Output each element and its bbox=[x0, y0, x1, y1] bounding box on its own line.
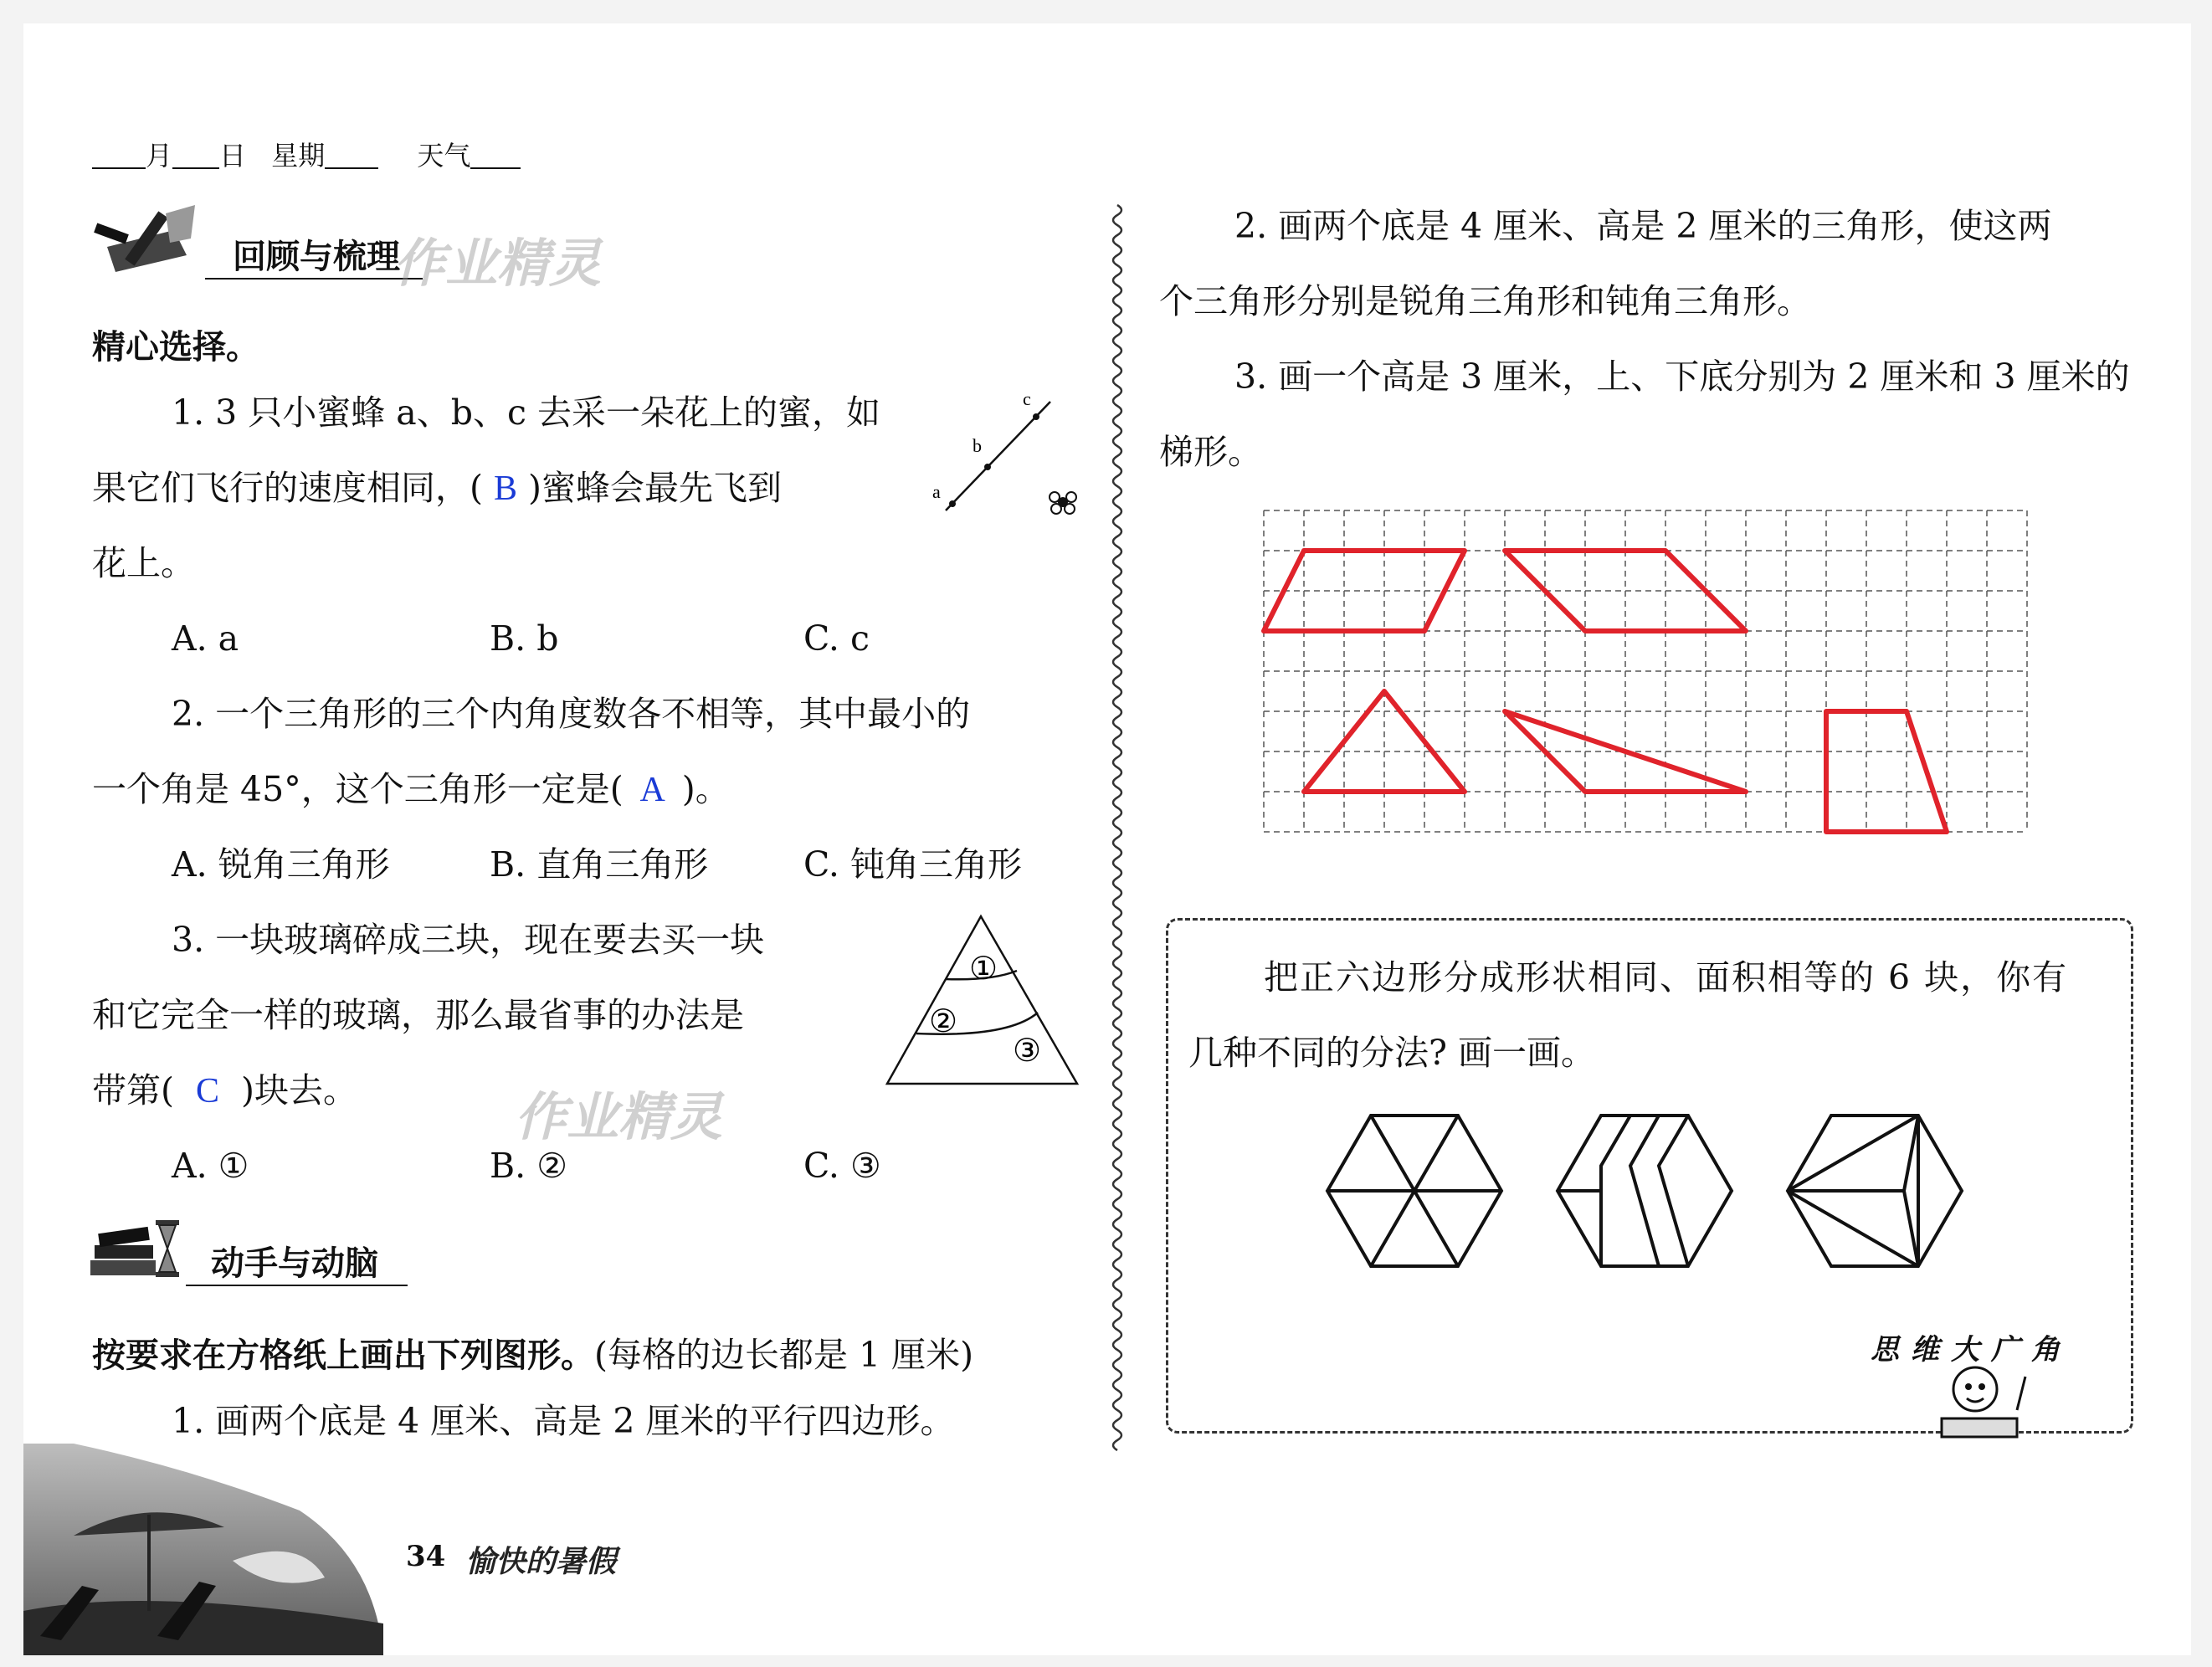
box-line1: 把正六边形分成形状相同、面积相等的 6 块，你有 bbox=[1264, 957, 2069, 998]
q2-line2-before: 一个角是 45°，这个三角形一定是( bbox=[92, 769, 624, 809]
bee-path-figure bbox=[929, 388, 1088, 527]
bee-label-c: c bbox=[1023, 388, 1031, 409]
q3-option-a: A. ① bbox=[172, 1146, 249, 1186]
q1-line1: 1. 3 只小蜜蜂 a、b、c 去采一朵花上的蜜，如 bbox=[172, 392, 880, 433]
glass-piece-1: ① bbox=[969, 950, 998, 987]
broken-glass-figure bbox=[883, 912, 1084, 1088]
corner-label: 思维大广角 bbox=[1871, 1333, 2071, 1367]
q3-line3-before: 带第( bbox=[92, 1070, 174, 1110]
q1-line2-before: 果它们飞行的速度相同，( bbox=[92, 468, 483, 508]
q3-answer: C bbox=[195, 1072, 219, 1110]
q3-option-b: B. ② bbox=[490, 1146, 567, 1186]
date-line bbox=[92, 140, 521, 172]
q3-line3-after: )块去。 bbox=[241, 1070, 357, 1110]
page-divider bbox=[1105, 205, 1130, 1444]
q1-line2 bbox=[92, 468, 782, 508]
grid-lines bbox=[1264, 510, 2027, 832]
weekday-label: 星期 bbox=[271, 140, 326, 172]
q2-line1: 2. 一个三角形的三个内角度数各不相等，其中最小的 bbox=[172, 694, 971, 734]
section2-instruction: 按要求在方格纸上画出下列图形。 bbox=[92, 1336, 594, 1375]
section-title-underline-2 bbox=[186, 1285, 408, 1286]
task2-line2: 个三角形分别是锐角三角形和钝角三角形。 bbox=[1159, 281, 1811, 321]
bee-label-a: a bbox=[932, 481, 941, 502]
q1-option-a: A. a bbox=[172, 618, 239, 659]
task1-text: 1. 画两个底是 4 厘米、高是 2 厘米的平行四边形。 bbox=[172, 1401, 955, 1441]
q2-line2 bbox=[92, 769, 730, 809]
task3-line1: 3. 画一个高是 3 厘米，上、下底分别为 2 厘米和 3 厘米的 bbox=[1234, 356, 2130, 397]
hexagon-method-2 bbox=[1558, 1116, 1732, 1266]
watermark-middle: 作业精灵 bbox=[515, 1086, 723, 1147]
q2-answer: A bbox=[639, 771, 665, 809]
hexagon-figures bbox=[1327, 1109, 1979, 1276]
book-title: 愉快的暑假 bbox=[465, 1545, 617, 1579]
q1-line3: 花上。 bbox=[92, 543, 195, 583]
beach-illustration bbox=[23, 1444, 383, 1655]
books-hourglass-icon bbox=[90, 1212, 182, 1287]
q1-line2-after: )蜜蜂会最先飞到 bbox=[528, 468, 782, 508]
q3-option-c: C. ③ bbox=[803, 1146, 881, 1186]
hexagon-method-3 bbox=[1788, 1116, 1962, 1266]
glass-piece-3: ③ bbox=[1013, 1032, 1042, 1069]
bee-label-b: b bbox=[973, 435, 982, 456]
section-title-underline bbox=[205, 278, 423, 280]
task2-line1: 2. 画两个底是 4 厘米、高是 2 厘米的三角形，使这两 bbox=[1234, 206, 2052, 246]
q1-answer: B bbox=[493, 469, 517, 508]
day-label: 日 bbox=[219, 140, 247, 172]
section-title-handson: 动手与动脑 bbox=[211, 1244, 378, 1283]
page-number: 34 bbox=[406, 1540, 446, 1573]
weather-label: 天气 bbox=[417, 140, 471, 172]
q2-option-a: A. 锐角三角形 bbox=[172, 844, 390, 885]
trapezoid bbox=[1826, 711, 1947, 832]
hexagon-method-1 bbox=[1327, 1116, 1501, 1266]
box-line2: 几种不同的分法? 画一画。 bbox=[1188, 1033, 1596, 1073]
mascot-illustration bbox=[1933, 1360, 2034, 1444]
q3-line1: 3. 一块玻璃碎成三块，现在要去买一块 bbox=[172, 920, 765, 960]
section2-note: (每格的边长都是 1 厘米) bbox=[594, 1335, 974, 1375]
watermark-top: 作业精灵 bbox=[393, 233, 602, 294]
tools-icon bbox=[90, 205, 199, 289]
q3-line3 bbox=[92, 1070, 357, 1110]
q1-option-c: C. c bbox=[803, 618, 870, 659]
q2-option-b: B. 直角三角形 bbox=[490, 844, 709, 885]
q1-option-b: B. b bbox=[490, 618, 559, 659]
q2-line2-after: )。 bbox=[681, 769, 730, 809]
section-subtitle-choice: 精心选择。 bbox=[92, 328, 259, 367]
month-label: 月 bbox=[146, 140, 173, 172]
glass-piece-2: ② bbox=[929, 1003, 958, 1039]
q2-option-c: C. 钝角三角形 bbox=[803, 844, 1022, 885]
flower-icon bbox=[1050, 492, 1076, 514]
section-title-review: 回顾与梳理 bbox=[233, 238, 400, 276]
task3-line2: 梯形。 bbox=[1159, 432, 1262, 472]
section2-instruction-line bbox=[92, 1329, 973, 1377]
q3-line2: 和它完全一样的玻璃，那么最省事的办法是 bbox=[92, 995, 744, 1035]
grid-paper bbox=[1255, 506, 2055, 866]
